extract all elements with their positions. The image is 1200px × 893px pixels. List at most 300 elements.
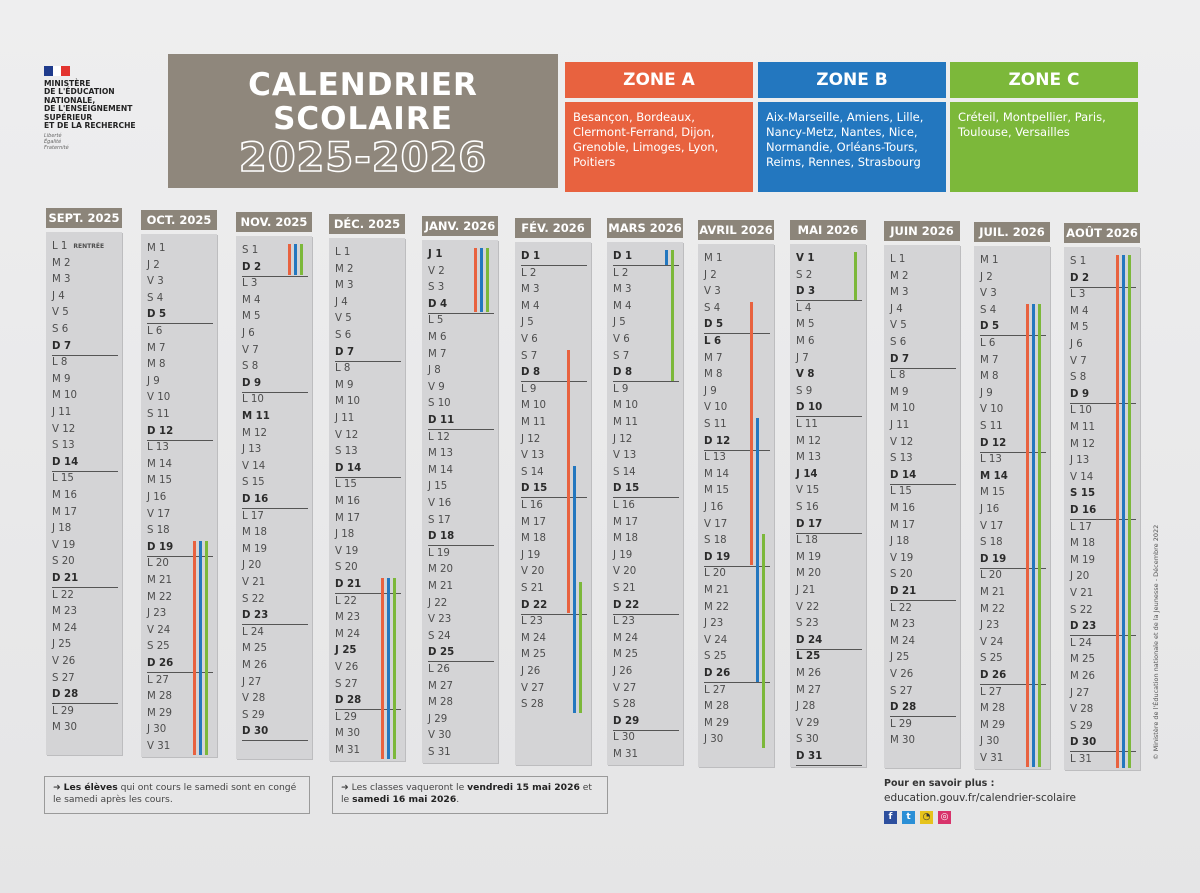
day-cell: S 25: [147, 641, 170, 653]
day-cell: L 16: [613, 500, 635, 511]
month-column: [141, 210, 217, 757]
day-cell: L 23: [613, 616, 635, 628]
day-cell: J 18: [890, 536, 910, 548]
month-column: [607, 218, 683, 765]
day-cell: D 1: [613, 248, 679, 266]
day-cell: M 15: [147, 475, 172, 487]
day-cell: V 20: [613, 566, 637, 578]
day-cell: V 31: [980, 753, 1004, 764]
day-cell: L 22: [335, 595, 357, 607]
day-cell: V 6: [613, 334, 630, 345]
month-header: MAI 2026: [790, 220, 866, 240]
twitter-icon[interactable]: t: [902, 811, 915, 824]
day-cell: M 1: [980, 255, 999, 266]
day-cell: V 27: [613, 682, 637, 694]
day-cell: L 27: [147, 674, 169, 686]
day-cell: S 4: [147, 292, 164, 304]
day-cell: L 8: [890, 370, 906, 382]
holiday-bar: [294, 244, 297, 275]
day-cell: D 4: [428, 296, 494, 314]
day-cell: V 6: [521, 334, 538, 345]
day-cell: M 3: [335, 280, 354, 292]
day-cell: L 12: [428, 431, 450, 443]
day-cell: S 11: [147, 409, 170, 420]
day-cell: M 8: [704, 369, 723, 381]
day-cell: D 9: [242, 375, 308, 393]
day-cell: M 29: [147, 707, 172, 719]
day-cell: V 13: [521, 450, 545, 462]
day-cell: M 12: [242, 427, 267, 439]
day-cell: J 4: [335, 296, 348, 308]
day-cell: S 13: [890, 453, 913, 465]
more-info-heading: Pour en savoir plus :: [884, 778, 995, 789]
zone-a-cities: Besançon, Bordeaux, Clermont-Ferrand, Dijon, Grenoble, Limoges, Lyon, Poitiers: [565, 102, 753, 192]
day-cell: J 20: [242, 560, 262, 572]
day-cell: M 23: [335, 612, 360, 624]
day-cell: M 28: [704, 701, 729, 713]
day-cell: D 22: [521, 597, 587, 615]
day-cell: M 2: [335, 263, 354, 275]
zone-b: [758, 62, 946, 192]
month-header: AOÛT 2026: [1064, 223, 1140, 243]
holiday-bar: [474, 248, 477, 312]
day-cell: M 25: [613, 649, 638, 661]
title-line-2: SCOLAIRE: [273, 101, 453, 137]
month-column: [46, 208, 122, 755]
day-cell: M 13: [428, 448, 453, 460]
day-cell: V 3: [704, 286, 721, 298]
day-cell: L 8: [335, 363, 351, 375]
day-cell: J 29: [428, 713, 448, 725]
day-cell: V 30: [428, 730, 452, 742]
day-cell: M 26: [796, 668, 821, 679]
day-cell: M 12: [796, 435, 821, 447]
day-cell: D 8: [521, 364, 587, 382]
day-cell: D 5: [980, 318, 1046, 336]
day-cell: M 4: [1070, 305, 1089, 317]
day-cell: L 6: [980, 338, 996, 349]
month-column: [1064, 223, 1140, 770]
day-cell: S 16: [796, 502, 819, 513]
day-cell: L 16: [521, 500, 543, 511]
day-cell: D 25: [428, 644, 494, 662]
day-cell: L 25: [796, 651, 821, 663]
day-cell: M 22: [704, 601, 729, 613]
day-cell: M 29: [704, 717, 729, 729]
day-cell: L 20: [147, 558, 169, 570]
day-cell: J 14: [796, 468, 818, 480]
day-cell: L 1: [890, 254, 906, 265]
day-cell: M 16: [52, 490, 77, 501]
day-cell: M 25: [1070, 654, 1095, 666]
day-cell: V 19: [52, 539, 76, 551]
day-cell: M 7: [704, 352, 723, 364]
may-holiday-note: [332, 776, 608, 814]
day-cell: V 8: [796, 369, 815, 381]
day-cell: J 26: [521, 666, 541, 677]
day-cell: M 23: [890, 619, 915, 631]
day-cell: L 18: [796, 535, 818, 547]
day-cell: L 9: [613, 383, 629, 395]
day-cell: V 22: [796, 601, 820, 613]
day-cell: L 9: [521, 383, 537, 395]
day-cell: D 1: [521, 248, 587, 266]
day-cell: M 16: [890, 503, 915, 514]
more-info: [884, 777, 1114, 824]
day-cell: D 29: [613, 713, 679, 731]
day-cell: M 6: [796, 336, 815, 347]
day-cell: V 3: [980, 288, 997, 300]
note2-mid: et le: [341, 782, 593, 805]
day-cell: S 14: [613, 466, 636, 478]
holiday-bar: [300, 244, 303, 275]
day-cell: J 25: [52, 639, 72, 651]
day-cell: S 6: [335, 330, 352, 341]
flag-icon: [44, 66, 70, 76]
day-cell: M 3: [613, 284, 632, 296]
day-cell: J 25: [890, 652, 910, 664]
day-cell: L 3: [242, 278, 258, 290]
day-cell: S 21: [613, 583, 636, 594]
zone-c-cities: Créteil, Montpellier, Paris, Toulouse, Versailles: [950, 102, 1138, 192]
day-cell: M 26: [242, 660, 267, 671]
day-cell: V 17: [147, 508, 171, 520]
day-cell: S 9: [796, 385, 813, 397]
holiday-bar: [1026, 304, 1029, 767]
day-cell: D 18: [428, 528, 494, 546]
note1-bold: Les élèves: [63, 782, 118, 793]
day-cell: M 21: [704, 585, 729, 596]
day-cell: L 15: [52, 473, 74, 485]
month-column: [329, 214, 405, 761]
day-cell: M 11: [242, 411, 270, 422]
zone-a-label: ZONE A: [565, 62, 753, 98]
saturday-note: [44, 776, 310, 814]
day-cell: M 21: [147, 575, 172, 586]
day-cell: V 26: [890, 669, 914, 680]
day-cell: M 11: [521, 417, 546, 428]
day-cell: J 22: [428, 597, 448, 609]
day-cell: M 28: [147, 691, 172, 703]
month-header: JANV. 2026: [422, 216, 498, 236]
day-cell: V 21: [242, 577, 266, 588]
day-cell: M 5: [796, 319, 815, 331]
day-cell: S 1: [1070, 256, 1087, 267]
title-year: 2025-2026: [238, 135, 488, 181]
day-cell: M 5: [242, 311, 261, 323]
day-cell: M 18: [613, 533, 638, 545]
day-cell: D 7: [335, 344, 401, 362]
day-cell: M 1: [704, 253, 723, 264]
holiday-bar: [480, 248, 483, 312]
day-cell: M 2: [52, 257, 71, 269]
day-cell: S 6: [52, 324, 69, 335]
day-cell: V 19: [890, 552, 914, 564]
day-cell: S 20: [335, 562, 358, 574]
month-days: [236, 236, 312, 759]
day-cell: M 11: [1070, 422, 1095, 433]
day-cell: M 13: [796, 452, 821, 464]
day-cell: V 24: [704, 634, 728, 646]
day-cell: V 7: [242, 344, 259, 356]
day-cell: J 23: [980, 620, 1000, 632]
month-days: [141, 234, 217, 757]
day-cell: M 28: [428, 697, 453, 709]
day-cell: L 23: [521, 616, 543, 628]
day-cell: M 14: [428, 464, 453, 476]
holiday-bar: [756, 418, 759, 682]
day-cell: S 29: [242, 709, 265, 721]
day-cell: D 30: [1070, 734, 1136, 752]
day-cell: L 24: [1070, 637, 1092, 649]
day-cell: M 24: [335, 628, 360, 640]
day-cell: M 31: [335, 745, 360, 756]
day-cell: S 14: [521, 466, 544, 478]
holiday-bar: [1128, 255, 1131, 768]
day-cell: V 26: [52, 656, 76, 667]
day-cell: M 24: [521, 632, 546, 644]
day-cell: D 10: [796, 399, 862, 417]
day-cell: D 12: [980, 435, 1046, 453]
day-cell: D 28: [335, 692, 401, 710]
day-cell: L 17: [1070, 521, 1092, 533]
day-cell: J 2: [704, 269, 717, 281]
day-cell: J 1: [428, 249, 443, 260]
ministry-motto: Liberté Égalité Fraternité: [44, 133, 69, 152]
day-cell: L 20: [704, 568, 726, 580]
day-cell: M 7: [980, 354, 999, 366]
day-cell: V 5: [890, 320, 907, 332]
day-cell: M 10: [335, 396, 360, 408]
day-cell: M 27: [428, 680, 453, 692]
day-cell: V 10: [980, 404, 1004, 416]
day-cell: L 1 $^{RENTRÉE}$: [52, 241, 105, 252]
holiday-bar: [573, 466, 576, 713]
day-cell: J 4: [52, 290, 65, 302]
day-cell: J 6: [242, 328, 255, 339]
day-cell: D 5: [704, 316, 770, 334]
month-column: [515, 218, 591, 765]
day-cell: M 7: [428, 348, 447, 360]
day-cell: J 11: [335, 413, 355, 424]
day-cell: V 23: [428, 614, 452, 626]
holiday-bar: [486, 248, 489, 312]
day-cell: D 24: [796, 632, 862, 650]
holiday-bar: [1038, 304, 1041, 767]
day-cell: D 2: [1070, 270, 1136, 288]
day-cell: S 28: [613, 699, 636, 711]
month-header: MARS 2026: [607, 218, 683, 238]
holiday-bar: [567, 350, 570, 614]
day-cell: J 30: [704, 734, 724, 746]
day-cell: S 27: [52, 672, 75, 684]
title-line-1: CALENDRIER: [248, 67, 478, 103]
ministry-name: MINISTÈRE DE L'ÉDUCATION NATIONALE, DE L'ENSEIGNEMENT SUPÉRIEUR ET DE LA RECHERCHE: [44, 79, 136, 131]
day-cell: M 10: [52, 390, 77, 402]
day-cell: M 14: [704, 468, 729, 480]
day-cell: J 15: [428, 481, 448, 493]
day-cell: J 13: [1070, 455, 1090, 467]
day-cell: M 10: [890, 403, 915, 415]
snapchat-icon[interactable]: ◔: [920, 811, 933, 824]
day-cell: D 3: [796, 283, 862, 301]
day-cell: D 16: [1070, 502, 1136, 520]
note2-bold2: samedi 16 mai 2026: [352, 794, 457, 805]
day-cell: M 19: [1070, 554, 1095, 566]
day-cell: S 20: [52, 556, 75, 568]
day-cell: M 20: [796, 568, 821, 580]
day-cell: V 29: [796, 717, 820, 729]
day-cell: V 5: [335, 313, 352, 325]
day-cell: V 7: [1070, 355, 1087, 367]
day-cell: L 11: [796, 419, 818, 430]
day-cell: M 6: [428, 332, 447, 343]
month-days: [974, 246, 1050, 769]
day-cell: M 20: [428, 564, 453, 576]
day-cell: J 23: [147, 608, 167, 620]
month-column: [698, 220, 774, 767]
day-cell: J 19: [521, 549, 541, 561]
day-cell: D 15: [521, 480, 587, 498]
day-cell: L 29: [890, 718, 912, 730]
day-cell: D 26: [704, 665, 770, 683]
rentree-label: RENTRÉE: [73, 243, 105, 250]
holiday-bar: [1032, 304, 1035, 767]
day-cell: L 1: [335, 247, 351, 258]
day-cell: S 21: [521, 583, 544, 594]
day-cell: V 20: [521, 566, 545, 578]
day-cell: M 19: [242, 543, 267, 555]
day-cell: V 15: [796, 485, 820, 497]
day-cell: V 28: [1070, 704, 1094, 716]
day-cell: V 12: [52, 423, 76, 435]
holiday-bar: [1116, 255, 1119, 768]
day-cell: D 28: [890, 699, 956, 717]
day-cell: S 18: [147, 525, 170, 537]
day-cell: L 31: [1070, 754, 1092, 765]
day-cell: L 24: [242, 626, 264, 638]
day-cell: V 21: [1070, 588, 1094, 599]
day-cell: J 6: [1070, 339, 1083, 350]
holiday-bar: [665, 250, 668, 265]
day-cell: L 10: [1070, 405, 1092, 417]
day-cell: J 20: [1070, 571, 1090, 583]
month-days: [515, 242, 591, 765]
holiday-bar: [387, 578, 390, 759]
day-cell: M 27: [796, 684, 821, 696]
day-cell: J 8: [428, 365, 441, 377]
day-cell: D 21: [890, 583, 956, 601]
day-cell: L 6: [147, 326, 163, 337]
day-cell: M 30: [52, 722, 77, 734]
month-days: [790, 244, 866, 767]
day-cell: M 3: [52, 274, 71, 286]
day-cell: S 15: [242, 477, 265, 489]
note2-end: .: [456, 794, 460, 805]
day-cell: J 2: [980, 271, 993, 283]
day-cell: V 27: [521, 682, 545, 694]
month-header: JUIN 2026: [884, 221, 960, 241]
month-header: SEPT. 2025: [46, 208, 122, 228]
day-cell: V 13: [613, 450, 637, 462]
day-cell: D 12: [147, 423, 213, 441]
day-cell: D 17: [796, 516, 862, 534]
day-cell: D 21: [52, 570, 118, 588]
day-cell: J 5: [521, 317, 534, 329]
day-cell: S 1: [242, 245, 259, 256]
day-cell: J 5: [613, 317, 626, 329]
day-cell: M 19: [796, 551, 821, 563]
holiday-bar: [393, 578, 396, 759]
facebook-icon[interactable]: f: [884, 811, 897, 824]
month-days: [46, 232, 122, 755]
holiday-bar: [750, 302, 753, 566]
day-cell: L 2: [521, 267, 537, 279]
day-cell: J 21: [796, 585, 816, 596]
month-days: [884, 245, 960, 768]
day-cell: V 10: [704, 402, 728, 414]
day-cell: M 9: [890, 386, 909, 398]
holiday-bar: [1122, 255, 1125, 768]
day-cell: M 9: [52, 373, 71, 385]
ministry-logo: [44, 66, 164, 151]
day-cell: L 22: [52, 589, 74, 601]
day-cell: S 22: [242, 593, 265, 605]
note2-pre: Les classes vaqueront le: [351, 782, 468, 793]
day-cell: S 7: [521, 350, 538, 362]
day-cell: L 20: [980, 570, 1002, 582]
day-cell: V 14: [242, 460, 266, 472]
day-cell: V 17: [704, 518, 728, 530]
day-cell: S 25: [704, 651, 727, 663]
day-cell: M 3: [521, 284, 540, 296]
day-cell: M 11: [613, 417, 638, 428]
day-cell: D 19: [147, 539, 213, 557]
day-cell: L 2: [613, 267, 629, 279]
day-cell: M 29: [980, 719, 1005, 731]
day-cell: L 13: [704, 452, 726, 464]
holiday-bar: [762, 534, 765, 748]
day-cell: J 16: [704, 502, 724, 513]
day-cell: S 3: [428, 282, 445, 294]
instagram-icon[interactable]: ◎: [938, 811, 951, 824]
day-cell: D 14: [890, 467, 956, 485]
day-cell: S 8: [1070, 372, 1087, 384]
day-cell: M 31: [613, 749, 638, 760]
day-cell: J 23: [704, 618, 724, 630]
day-cell: D 14: [335, 460, 401, 478]
day-cell: M 30: [890, 735, 915, 747]
day-cell: L 30: [613, 732, 635, 744]
day-cell: V 2: [428, 265, 445, 277]
more-info-url[interactable]: education.gouv.fr/calendrier-scolaire: [884, 792, 1076, 804]
day-cell: S 13: [335, 446, 358, 458]
calendar-title: [168, 54, 558, 188]
day-cell: V 17: [980, 520, 1004, 532]
day-cell: S 11: [704, 419, 727, 430]
day-cell: M 2: [890, 270, 909, 282]
day-cell: L 15: [890, 486, 912, 498]
day-cell: M 25: [242, 643, 267, 655]
day-cell: V 12: [890, 436, 914, 448]
day-cell: M 17: [613, 516, 638, 528]
day-cell: M 24: [52, 622, 77, 634]
day-cell: M 18: [1070, 538, 1095, 550]
day-cell: S 17: [428, 514, 451, 526]
holiday-bar: [579, 582, 582, 713]
holiday-bar: [205, 541, 208, 755]
day-cell: S 20: [890, 569, 913, 581]
